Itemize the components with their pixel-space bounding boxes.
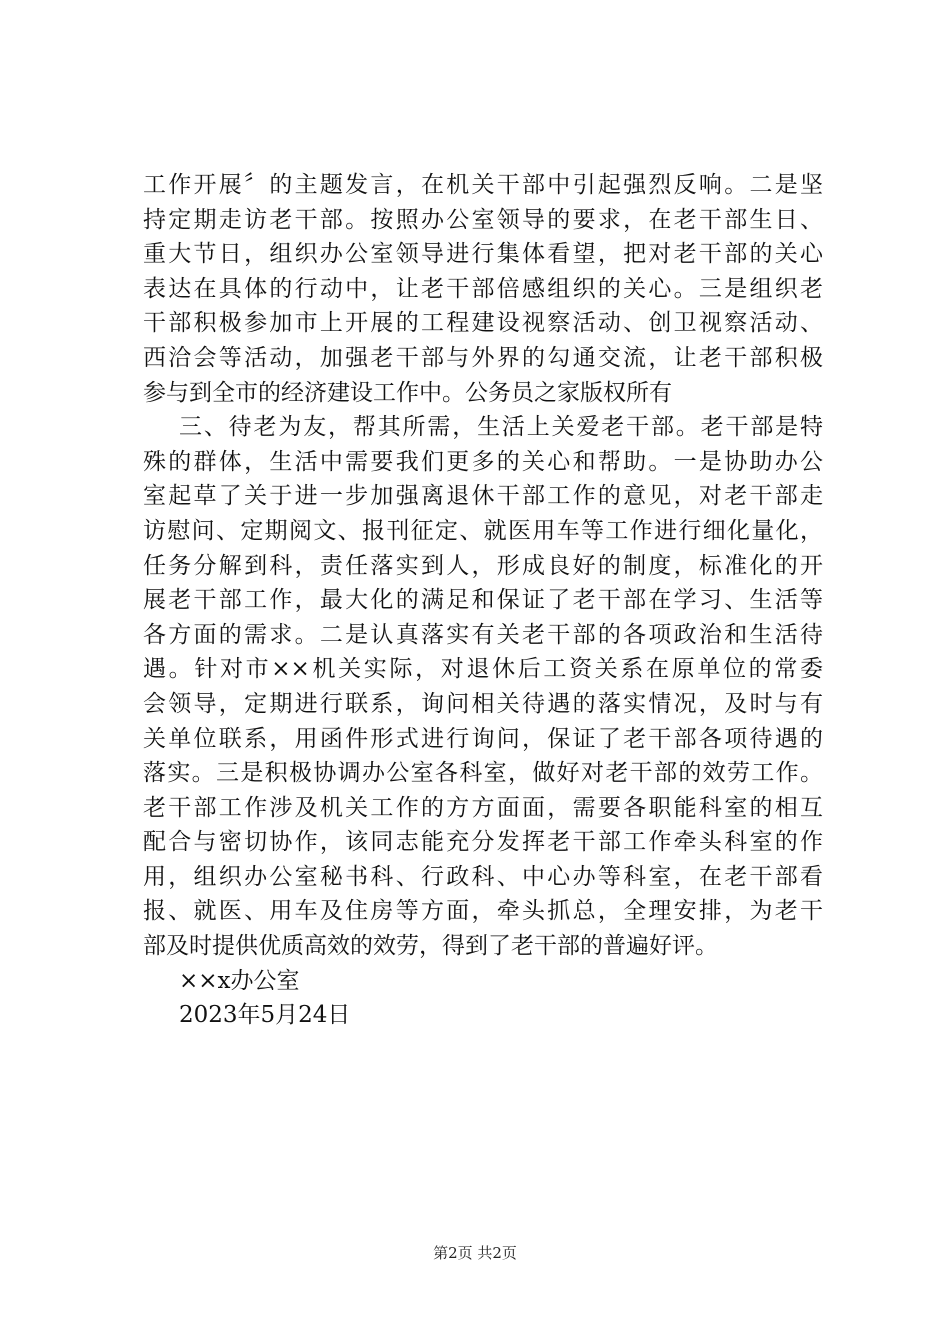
paragraph-line-17: 关单位联系，用函件形式进行询问，保证了老干部各项待遇的: [143, 725, 823, 752]
paragraph-line-19: 老干部工作涉及机关工作的方方面面，需要各职能科室的相互: [143, 794, 823, 821]
paragraph-line-16: 会领导，定期进行联系，询问相关待遇的落实情况，及时与有: [143, 690, 823, 717]
paragraph-line-18: 落实。三是积极协调办公室各科室，做好对老干部的效劳工作。: [143, 760, 823, 787]
paragraph-line-5: 干部积极参加市上开展的工程建设视察活动、创卫视察活动、: [143, 310, 823, 337]
paragraph-line-12: 任务分解到科，责任落实到人，形成良好的制度，标准化的开: [143, 552, 823, 579]
document-body: [143, 168, 823, 1033]
paragraph-line-15: 遇。针对市××机关实际，对退休后工资关系在原单位的常委: [143, 656, 823, 683]
paragraph-line-20: 配合与密切协作，该同志能充分发挥老干部工作牵头科室的作: [143, 829, 823, 856]
paragraph-line-22: 报、就医、用车及住房等方面，牵头抓总，全理安排，为老干: [143, 898, 823, 925]
paragraph-line-3: 重大节日，组织办公室领导进行集体看望，把对老干部的关心: [143, 241, 823, 268]
paragraph-line-1: 工作开展〞的主题发言，在机关干部中引起强烈反响。二是坚: [143, 172, 823, 198]
paragraph-line-23: 部及时提供优质高效的效劳，得到了老干部的普遍好评。: [143, 933, 718, 960]
paragraph-line-21: 用，组织办公室秘书科、行政科、中心办等科室，在老干部看: [143, 863, 823, 890]
paragraph-line-7: 参与到全市的经济建设工作中。公务员之家版权所有: [143, 379, 672, 406]
page-number-footer: 第2页 共2页: [433, 1244, 517, 1262]
paragraph-line-6: 西洽会等活动，加强老干部与外界的勾通交流，让老干部积极: [143, 344, 823, 371]
paragraph-line-9: 殊的群体，生活中需要我们更多的关心和帮助。一是协助办公: [143, 448, 823, 475]
paragraph-line-14: 各方面的需求。二是认真落实有关老干部的各项政治和生活待: [143, 621, 823, 648]
paragraph-line-11: 访慰问、定期阅文、报刊征定、就医用车等工作进行细化量化，: [143, 517, 823, 544]
paragraph-line-8: 三、待老为友，帮其所需，生活上关爱老干部。老干部是特: [179, 414, 823, 441]
paragraph-line-10: 室起草了关于进一步加强离退休干部工作的意见，对老干部走: [143, 483, 823, 510]
signature-org: ××x办公室: [179, 967, 300, 994]
paragraph-line-4: 表达在具体的行动中，让老干部倍感组织的关心。三是组织老: [143, 275, 823, 302]
paragraph-line-2: 持定期走访老干部。按照办公室领导的要求，在老干部生日、: [143, 206, 823, 233]
signature-date: 2023年5月24日: [179, 1002, 351, 1029]
paragraph-line-13: 展老干部工作，最大化的满足和保证了老干部在学习、生活等: [143, 587, 823, 614]
